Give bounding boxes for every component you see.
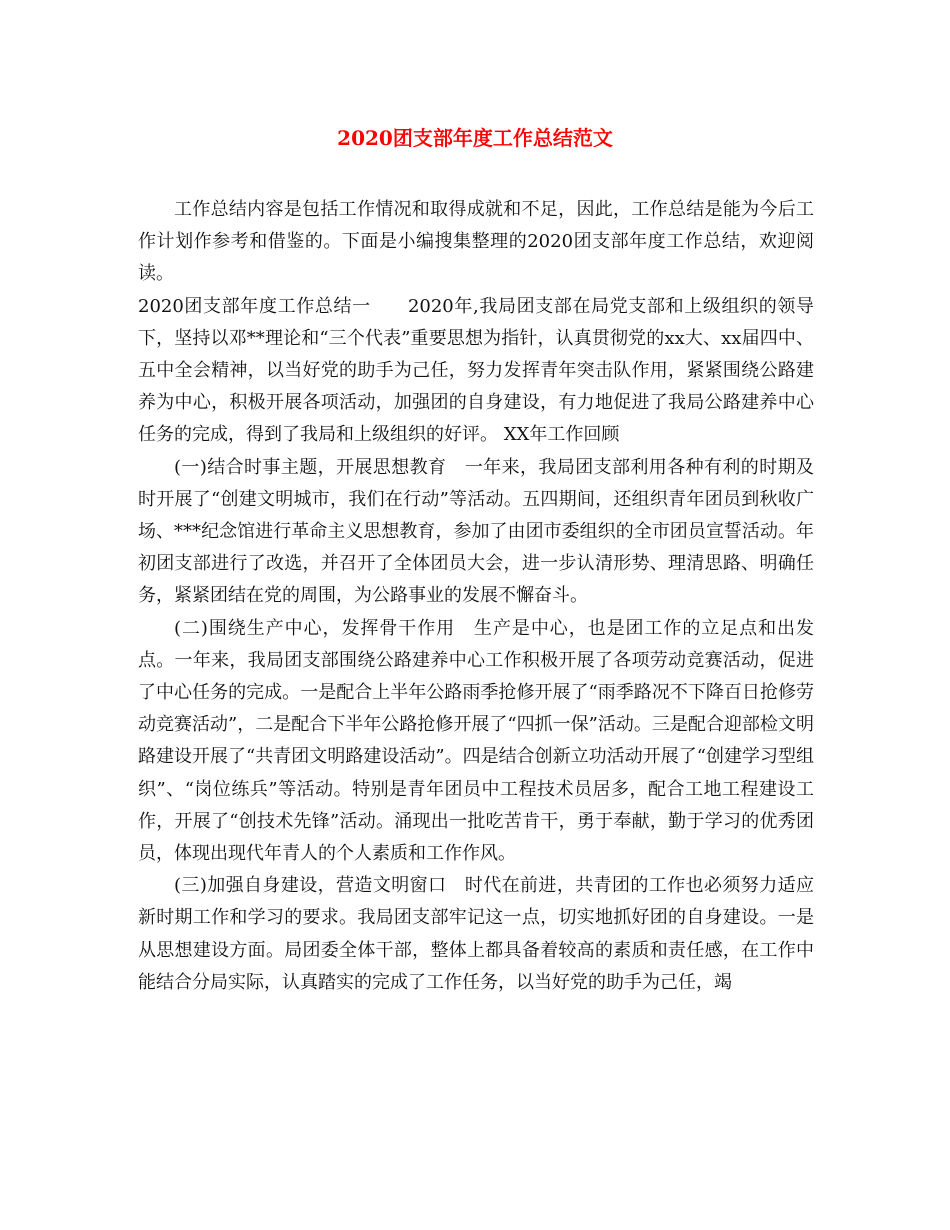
- paragraph-summary-one: 2020团支部年度工作总结一 2020年,我局团支部在局党支部和上级组织的领导下，坚持以邓**理论和“三个代表”重要思想为指针，认真贯彻党的xx大、xx届四中、五中全会精神，以当好党的助手为己任，努力发挥青年突击队作用，紧紧围绕公路建养为中心，积极开展各项活动，加强团的自身建设，有力地促进了我局公路建养中心任务的完成，得到了我局和上级组织的好评。 XX年工作回顾: [138, 295, 814, 446]
- paragraph-section-one: (一)结合时事主题，开展思想教育 一年来，我局团支部利用各种有利的时期及时开展了“创建文明城市，我们在行动”等活动。五四期间，还组织青年团员到秋收广场、***纪念馆进行革命主义思想教育，参加了由团市委组织的全市团员宣誓活动。年初团支部进行了改选，并召开了全体团员大会，进一步认清形势、理清思路、明确任务，紧紧团结在党的周围，为公路事业的发展不懈奋斗。: [138, 456, 814, 607]
- paragraph-intro: 工作总结内容是包括工作情况和取得成就和不足，因此，工作总结是能为今后工作计划作参考和借鉴的。下面是小编搜集整理的2020团支部年度工作总结，欢迎阅读。: [138, 199, 814, 285]
- paragraph-section-three: (三)加强自身建设，营造文明窗口 时代在前进，共青团的工作也必须努力适应新时期工作和学习的要求。我局团支部牢记这一点，切实地抓好团的自身建设。一是从思想建设方面。局团委全体干部，整体上都具备着较高的素质和责任感，在工作中能结合分局实际，认真踏实的完成了工作任务，以当好党的助手为己任，竭: [138, 875, 814, 993]
- document-title: 2020团支部年度工作总结范文: [337, 126, 613, 150]
- document-body: [138, 194, 814, 999]
- paragraph-section-two: (二)围绕生产中心，发挥骨干作用 生产是中心，也是团工作的立足点和出发点。一年来，我局团支部围绕公路建养中心工作积极开展了各项劳动竞赛活动，促进了中心任务的完成。一是配合上半年公路雨季抢修开展了“雨季路况不下降百日抢修劳动竞赛活动”，二是配合下半年公路抢修开展了“四抓一保”活动。三是配合迎部检文明路建设开展了“共青团文明路建设活动”。四是结合创新立功活动开展了“创建学习型组织”、“岗位练兵”等活动。特别是青年团员中工程技术员居多，配合工地工程建设工作，开展了“创技术先锋”活动。涌现出一批吃苦肯干，勇于奉献，勤于学习的优秀团员，体现出现代年青人的个人素质和工作作风。: [138, 617, 814, 865]
